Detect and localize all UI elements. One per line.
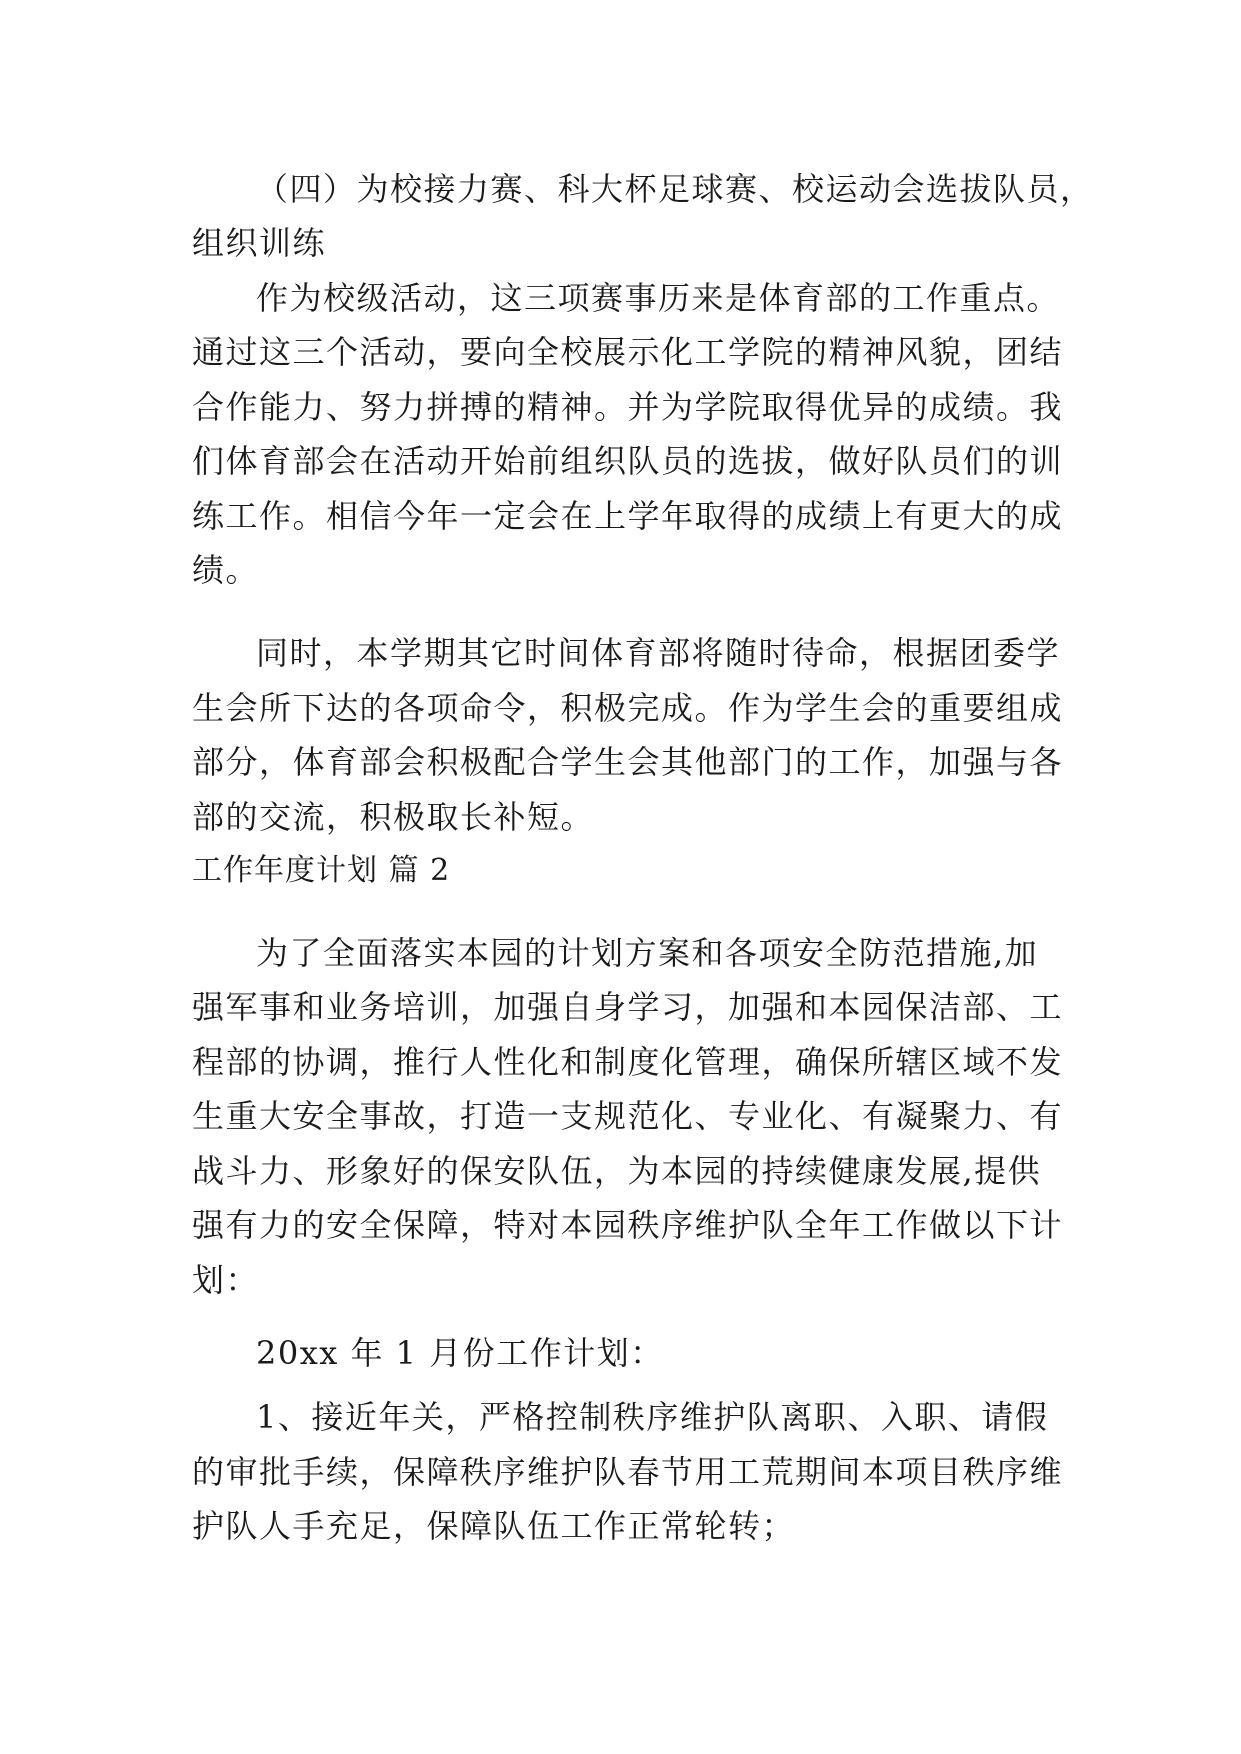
paragraph-line: 合作能力、努力拼搏的精神。并为学院取得优异的成绩。我: [192, 388, 1064, 426]
paragraph-line: 20xx 年 1 月份工作计划：: [256, 1334, 664, 1372]
paragraph-line: 1、接近年关，严格控制秩序维护队离职、入职、请假: [256, 1398, 1049, 1436]
paragraph-line: 生重大安全事故，打造一支规范化、专业化、有凝聚力、有: [192, 1097, 1064, 1135]
paragraph-line: 同时，本学期其它时间体育部将随时待命，根据团委学: [256, 634, 1061, 672]
paragraph-line: 的审批手续，保障秩序维护队春节用工荒期间本项目秩序维: [192, 1453, 1064, 1491]
paragraph-line: 护队人手充足，保障队伍工作正常轮转；: [192, 1507, 796, 1545]
paragraph-line: 强军事和业务培训，加强自身学习，加强和本园保洁部、工: [192, 988, 1064, 1026]
paragraph-line: 练工作。相信今年一定会在上学年取得的成绩上有更大的成: [192, 497, 1064, 535]
paragraph-line: 组织训练: [192, 224, 327, 262]
paragraph-line: 绩。: [192, 551, 260, 589]
paragraph-line: 划：: [192, 1261, 260, 1299]
paragraph-line: 强有力的安全保障，特对本园秩序维护队全年工作做以下计: [192, 1206, 1064, 1244]
paragraph-line: 作为校级活动，这三项赛事历来是体育部的工作重点。: [256, 279, 1061, 317]
paragraph-line: 部的交流，积极取长补短。: [192, 798, 595, 836]
paragraph-line: 通过这三个活动，要向全校展示化工学院的精神风貌，团结: [192, 333, 1064, 371]
paragraph-line: 们体育部会在活动开始前组织队员的选拔，做好队员们的训: [192, 442, 1064, 480]
paragraph-line: 生会所下达的各项命令，积极完成。作为学生会的重要组成: [192, 689, 1064, 727]
paragraph-line: 部分，体育部会积极配合学生会其他部门的工作，加强与各: [192, 743, 1064, 781]
paragraph-line: （四）为校接力赛、科大杯足球赛、校运动会选拔队员，: [256, 170, 1094, 208]
paragraph-line: 为了全面落实本园的计划方案和各项安全防范措施,加: [256, 934, 1039, 972]
paragraph-line: 程部的协调，推行人性化和制度化管理，确保所辖区域不发: [192, 1043, 1064, 1081]
section-heading: 工作年度计划 篇 2: [192, 853, 451, 888]
paragraph-line: 战斗力、形象好的保安队伍，为本园的持续健康发展,提供: [192, 1152, 1042, 1190]
